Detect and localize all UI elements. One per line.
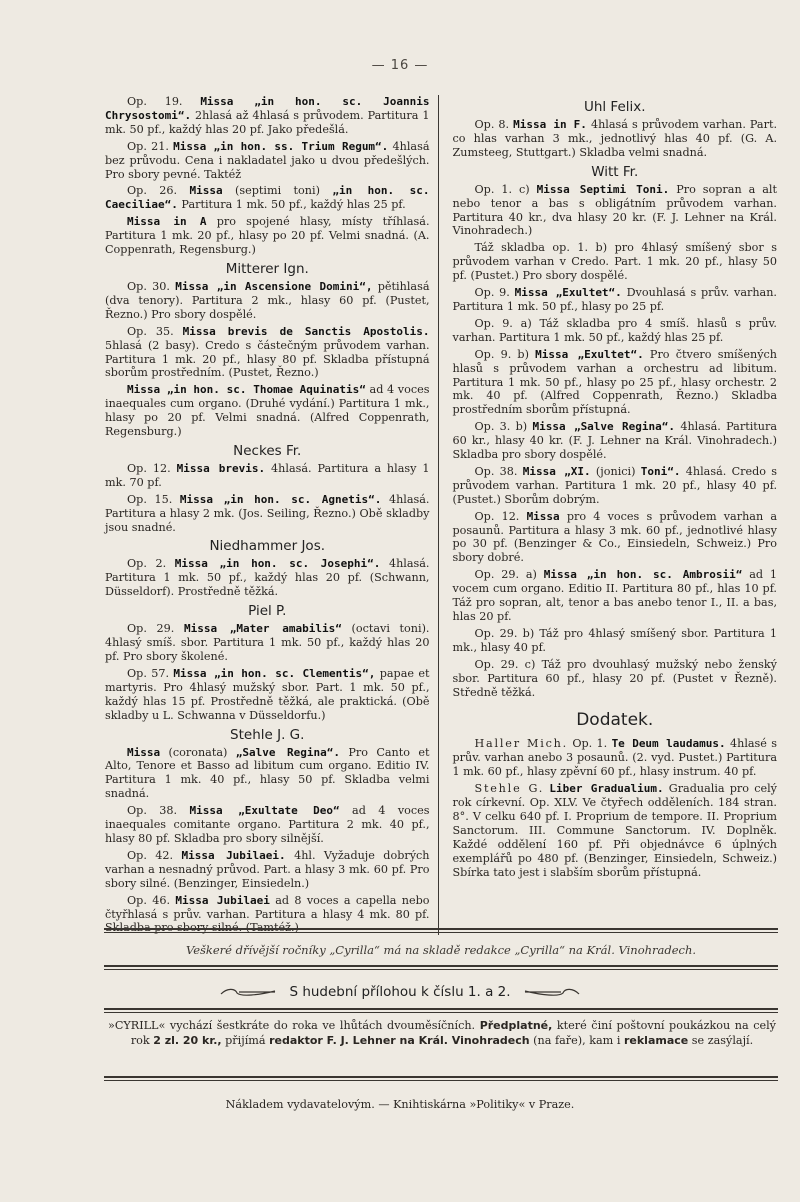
work-title: Missa brevis. [176, 461, 266, 475]
catalog-entry [105, 622, 430, 664]
entry-text: Op. 29. c) Táž pro dvouhlasý mužský nebo ženský sbor. Partitura 60 pf., hlasy 20 pf. (Pustet v Řezně). Středně těžká. [452, 657, 777, 699]
catalog-entry [105, 462, 430, 490]
entry-text: Op. 46. [127, 893, 176, 907]
entry-text: Gradualia pro celý rok církevní. Op. XLV. Ve čtyřech odděleních. 184 stran. 8°. V celku 640 pf. I. Proprium de tempore. II. Proprium Sanctorum. III. Commune Sanctorum. IV. Doplněk. Každé oddělení 160 pf. Při objednávce 6 úplných exemplářů po 480 pf. (Benzinger, Einsiedeln, Schweiz.) Sbírka tato jest i slabším sborům přístupná. [452, 782, 777, 879]
entry-text: Op. 2. [127, 557, 175, 571]
work-title: Missa „in hon. ss. Trium Regum“. [173, 139, 389, 153]
subscription-text: (na faře), kam i [529, 1033, 624, 1047]
composer-heading: Witt Fr. [591, 163, 639, 180]
subscription-text: se zasýlají. [688, 1033, 754, 1047]
catalog-entry [105, 215, 430, 257]
entry-text: 4hlasá. Credo s průvodem varhan. Partitura 1 mk. 20 pf., hlasy 40 pf. (Pustet.) Sborům dobrým. [452, 464, 777, 506]
entry-text: (octavi toni). 4hlasý smíš. sbor. Partitura 1 mk. 50 pf., každý hlas 20 pf. Pro sbory školené. [105, 622, 430, 663]
catalog-entry [453, 510, 778, 566]
page-number: — 16 — [371, 58, 429, 73]
work-title: Missa „Salve Regina“. [532, 420, 676, 434]
work-title: Missa „in hon. sc. Joannis Chrysostomi“. [105, 95, 430, 122]
catalog-entry [453, 348, 778, 418]
subscription-price: 2 zl. 20 kr., [153, 1033, 222, 1047]
catalog-entry [105, 746, 430, 802]
entry-text: 4hlasá bez průvodu. Cena i nakladatel jako u dvou předešlých. Pro sbory pevné. Taktéž [105, 139, 430, 181]
catalog-entry [453, 118, 778, 160]
divider-rule [104, 1076, 778, 1081]
entry-text: pětihlasá (dva tenory). Partitura 2 mk., hlasy 60 pf. (Pustet, Řezno.) Pro sbory dospělé. [105, 279, 430, 321]
work-title: „in hon. sc. Caeciliae“. [105, 184, 430, 212]
divider-rule [104, 965, 778, 970]
subscription-editor: redaktor F. J. Lehner na Král. Vinohradech [269, 1033, 530, 1047]
imprint: Nákladem vydavatelovým. — Knihtiskárna »Politiky« v Praze. [225, 1098, 575, 1111]
entry-text: Op. 15. [127, 492, 180, 506]
catalog-entry [105, 667, 430, 723]
catalog-columns [105, 95, 777, 935]
work-title: Missa in F. [513, 118, 587, 131]
composer-heading: Stehle J. G. [230, 726, 305, 743]
work-title: Missa „in hon. sc. Thomae Aquinatis“ [127, 383, 366, 397]
work-title: Missa [189, 184, 223, 198]
composer-heading: Neckes Fr. [233, 442, 302, 459]
catalog-entry [453, 658, 778, 700]
entry-text: Op. 21. [127, 139, 174, 153]
composer-heading: Piel P. [248, 603, 287, 620]
work-title: Te Deum laudamus. [611, 737, 726, 751]
catalog-entry [453, 568, 778, 624]
entry-text: 4hlasá. Partitura a hlasy 2 mk. (Jos. Seiling, Řezno.) Obě skladby jsou snadné. [105, 492, 430, 534]
catalog-entry [453, 420, 778, 462]
composer-name: Stehle G. [474, 782, 545, 796]
catalog-entry [453, 465, 778, 507]
flourish-right-icon [523, 986, 581, 998]
entry-text: Op. 12. [474, 509, 527, 523]
entry-text: Op. 29. [127, 622, 184, 636]
catalog-entry [105, 280, 430, 322]
entry-text: Op. 9. a) Táž skladba pro 4 smíš. hlasů s prův. varhan. Partitura 1 mk. 50 pf., každý hlas 25 pf. [452, 316, 777, 344]
composer-name: Haller Mich. [474, 737, 569, 751]
composer-heading: Mitterer Ign. [225, 260, 309, 277]
entry-text: Op. 3. b) [474, 420, 533, 434]
entry-text: Pro Canto et Alto, Tenore et Basso ad libitum cum organo. Editio IV. Partitura 1 mk. 40 pf., hlasy 50 pf. Skladba velmi snadná. [105, 745, 430, 801]
entry-text: Op. 1. c) [474, 182, 537, 196]
catalog-entry [105, 95, 430, 137]
divider-rule [104, 928, 778, 933]
back-issues-notice: Veškeré dřívější ročníky „Cyrilla“ má na skladě redakce „Cyrilla“ na Král. Vinohradech. [185, 943, 697, 957]
work-title: Missa „Exultet“. [535, 347, 644, 361]
catalog-entry [105, 325, 430, 381]
work-title: Missa Jubilaei [175, 893, 270, 907]
divider-rule [104, 1008, 778, 1013]
entry-text: (coronata) [160, 745, 236, 759]
entry-text: Op. 38. [474, 464, 523, 478]
entry-text: Op. 57. [127, 666, 174, 680]
entry-text: Op. 42. [127, 848, 182, 862]
entry-text: Op. 35. [127, 324, 183, 338]
work-title: Missa „XI. [522, 464, 591, 478]
entry-text: ad 1 vocem cum organo. Editio II. Partitura 80 pf., hlas 10 pf. Táž pro sopran, alt, tenor a bas anebo tenor I., II. a bas, hlas 20 pf. [452, 568, 778, 623]
left-column [105, 95, 438, 935]
work-title: Missa „Exultet“. [514, 286, 622, 300]
entry-text: Op. 38. [127, 804, 190, 818]
entry-text: 5hlasá (2 basy). Credo s částečným průvodem varhan. Partitura 1 mk. 20 pf., hlasy 80 pf. Skladba přístupná sborům prostředním. (Pustet, Řezno.) [105, 338, 430, 380]
entry-text: Op. 19. [127, 95, 201, 108]
catalog-entry [453, 737, 778, 779]
work-title: Liber Gradualium. [549, 782, 664, 796]
catalog-entry [105, 493, 430, 535]
subscription-info [108, 1019, 776, 1048]
entry-text: Pro čtvero smíšených hlasů s průvodem varhan a orchestru ad libitum. Partitura 1 mk. 50 pf., hlasy po 25 pf., hlasy orchestr. 2 mk. 40 pf. (Alfred Coppenrath, Řezno.) Skladba prostředním sborům přístupná. [452, 347, 777, 417]
work-title: Toni“. [640, 464, 681, 478]
work-title: Missa „in Ascensione Domini“, [175, 279, 373, 293]
subscription-text: přijímá [221, 1033, 270, 1047]
entry-text: Op. 29. a) [474, 568, 544, 582]
work-title: Missa „in hon. sc. Agnetis“. [179, 492, 382, 506]
work-title: Missa „in hon. sc. Josephi“. [174, 557, 381, 571]
catalog-entry [453, 241, 778, 283]
catalog-entry [105, 849, 430, 891]
subscription-bold: Předplatné, [479, 1019, 553, 1032]
entry-text: ad 8 voces a capella nebo čtyřhlasá s prův. varhan. Partitura a hlasy 4 mk. 80 pf. Skladba pro sbory silné. (Tamtéž.) [105, 893, 430, 935]
right-column [438, 95, 778, 935]
entry-text: pro spojené hlasy, místy tříhlasá. Partitura 1 mk. 20 pf., hlasy po 20 pf. Velmi snadná. (A. Coppenrath, Regensburg.) [105, 215, 430, 257]
supplement-text: S hudební přílohou k číslu 1. a 2. [289, 984, 511, 1000]
entry-text: Op. 9. b) [474, 347, 536, 361]
entry-text: Op. 12. [127, 461, 177, 475]
catalog-entry [105, 557, 430, 599]
composer-heading: Niedhammer Jos. [209, 538, 326, 555]
work-title: Missa „in hon. sc. Clementis“, [173, 666, 376, 680]
entry-text: ad 4 voces inaequales comitante organo. Partitura 2 mk. 40 pf., hlasy 80 pf. Skladba pro sbory silnější. [105, 804, 430, 845]
flourish-left-icon [219, 986, 277, 998]
work-title: Missa [127, 745, 161, 759]
work-title: „Salve Regina“. [235, 745, 340, 759]
section-heading: Dodatek. [576, 710, 654, 731]
entry-text: Op. 1. [568, 737, 612, 751]
catalog-entry [453, 627, 778, 655]
subscription-text: »CYRILL« vychází šestkráte do roka ve lhůtách dvouměsíčních. [108, 1019, 480, 1032]
subscription-text: které činí poštovní poukázkou na celý rok [130, 1019, 776, 1047]
catalog-entry [105, 383, 430, 439]
entry-text: pro 4 voces s průvodem varhan a posaunů. Partitura a hlasy 3 mk. 60 pf., jednotlivé hlasy po 30 pf. (Benzinger & Co., Einsiedeln, Schweiz.) Pro sbory dobré. [452, 509, 778, 565]
catalog-entry [453, 782, 778, 879]
work-title: Missa „Exultate Deo“ [189, 804, 340, 818]
catalog-entry [105, 184, 430, 212]
work-title: Missa brevis de Sanctis Apostolis. [182, 324, 430, 338]
work-title: Missa „in hon. sc. Ambrosii“ [543, 568, 743, 582]
entry-text: (septimi toni) [222, 184, 333, 198]
catalog-entry [453, 286, 778, 314]
entry-text: Dvouhlasá s prův. varhan. Partitura 1 mk. 50 pf., hlasy po 25 pf. [452, 286, 777, 313]
entry-text: 4hlasá. Partitura a hlasy 1 mk. 70 pf. [105, 461, 430, 489]
entry-text: Partitura 1 mk. 50 pf., každý hlas 25 pf. [177, 198, 406, 212]
work-title: Missa Septimi Toni. [536, 182, 670, 196]
entry-text: Op. 9. [474, 286, 515, 300]
work-title: Missa „Mater amabilis“ [183, 622, 342, 636]
entry-text: Op. 8. [474, 118, 514, 131]
entry-text: 4hlasá s průvodem varhan. Part. co hlas varhan 3 mk., jednotlivý hlas 40 pf. (G. A. Zumsteeg, Stuttgart.) Skladba velmi snadná. [452, 118, 777, 159]
entry-text: 4hlasá. Partitura 60 kr., hlasy 40 kr. (F. J. Lehner na Král. Vinohradech.) Skladba pro sbory dospělé. [452, 420, 777, 462]
music-supplement-line [0, 984, 800, 1000]
work-title: Missa in A [127, 215, 207, 229]
catalog-entry [105, 804, 430, 846]
entry-text: Op. 30. [127, 279, 176, 293]
entry-text: 2hlasá až 4hlasá s průvodem. Partitura 1 mk. 50 pf., každý hlas 20 pf. Jako předešlá. [105, 108, 430, 136]
entry-text: 4hl. Vyžaduje dobrých varhan a nesnadný průvod. Part. a hlasy 3 mk. 60 pf. Pro sbory silné. (Benzinger, Einsiedeln.) [105, 848, 430, 890]
work-title: Missa Jubilaei. [181, 848, 286, 862]
entry-text: (jonici) [590, 464, 641, 478]
entry-text: Op. 29. b) Táž pro 4hlasý smíšený sbor. Partitura 1 mk., hlasy 40 pf. [452, 626, 777, 654]
work-title: Missa [526, 509, 560, 523]
entry-text: ad 4 voces inaequales cum organo. (Druhé vydání.) Partitura 1 mk., hlasy po 20 pf. Velmi snadná. (Alfred Coppenrath, Regensburg.) [105, 383, 430, 439]
catalog-entry [453, 183, 778, 239]
subscription-bold: reklamace [623, 1033, 689, 1047]
entry-text: Táž skladba op. 1. b) pro 4hlasý smíšený sbor s průvodem varhan v Credo. Part. 1 mk. 20 pf., hlasy 50 pf. (Pustet.) Pro sbory dospělé. [452, 241, 777, 283]
entry-text: Op. 26. [127, 184, 190, 198]
entry-text: 4hlasé s prův. varhan anebo 3 posaunů. (2. vyd. Pustet.) Partitura 1 mk. 60 pf., hlasy zpěvní 60 pf., hlasy instrum. 40 pf. [452, 737, 777, 779]
catalog-entry [453, 317, 778, 345]
entry-text: 4hlasá. Partitura 1 mk. 50 pf., každý hlas 20 pf. (Schwann, Düsseldorf). Prostředně těžká. [105, 557, 430, 599]
entry-text: Pro sopran a alt nebo tenor a bas s obligátním průvodem varhan. Partitura 40 kr., dva hlasy 20 kr. (F. J. Lehner na Král. Vinohradech.) [452, 182, 777, 238]
composer-heading: Uhl Felix. [583, 99, 646, 115]
catalog-entry [105, 140, 430, 182]
entry-text: papae et martyris. Pro 4hlasý mužský sbor. Part. 1 mk. 50 pf., každý hlas 15 pf. Prostředně těžká, ale praktická. (Obě skladby u L. Schwanna v Düsseldorfu.) [105, 666, 430, 722]
